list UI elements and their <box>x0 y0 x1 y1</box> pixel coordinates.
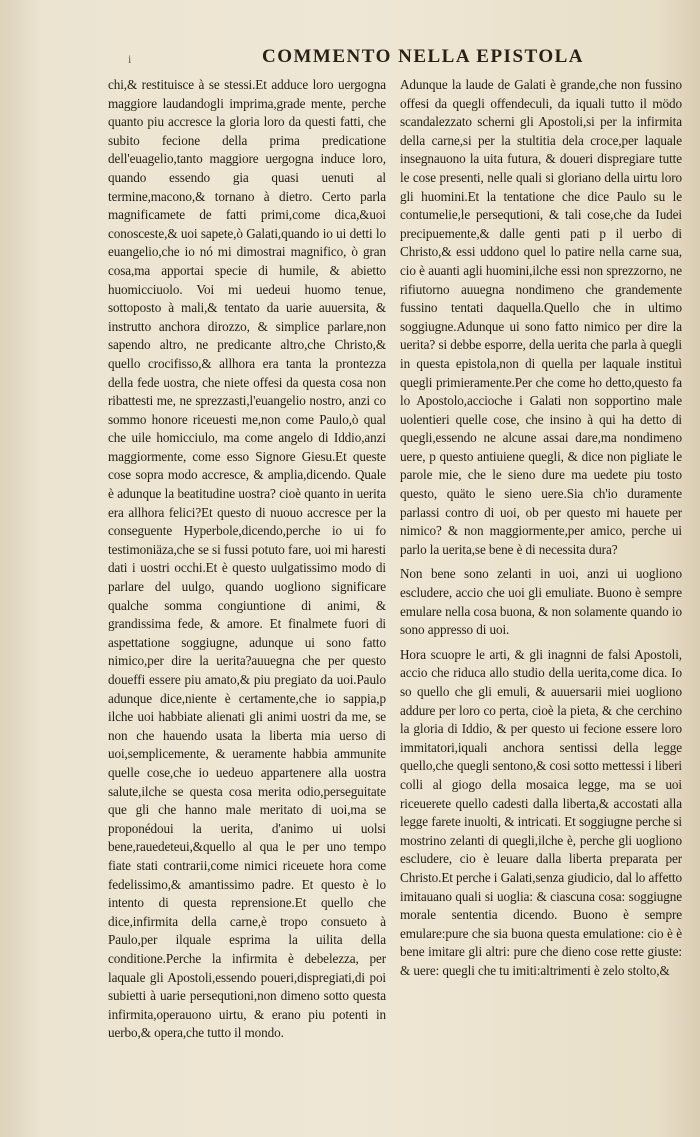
left-column <box>108 76 386 1049</box>
right-column <box>400 76 682 987</box>
right-paragraph-3: Hora scuopre le arti, & gli inagnni de falsi Apostoli, accio che riduca allo studio della uerita,come dica. Io so quello che gli emuli, & auuersarii miei uogliono addure per loro co perta, cioè la pieta, & che cerchino la gloria di Iddio, & per questo ui fecione essere loro immitatori,iquali anchora sentissi della legge quello,che quegli sentono,& cosi sotto mettessi i liberi colli al giogo della mosaica legge, ma se uoi riceuerete quello cadesti dalla liberta,& accostati alla legge farete inuolti, & intricati. Et soggiugne perche si mostrino zelanti di quegli,ilche è, perche gli uogliono escludere, cio è leuare dalla liberta preparata per Christo.Et perche i Galati,senza giudicio, dal lo affetto imitauano quali si uoglia: & ciascuna cosa: soggiugne morale sententia dicendo. Buono è sempre emulare:pure che sia buona questa emulatione: cio è è bene imitare gli altri: pure che dieno cose rette giuste: & uere: quegli che tu imiti:altrimenti è zelo stolto,& <box>400 646 682 978</box>
running-head: COMMENTO NELLA EPISTOLA <box>262 46 585 67</box>
left-paragraph-1: chi,& restituisce à se stessi.Et adduce loro uergogna maggiore laudandogli imprima,grade mente, perche quanto piu accresce la gloria loro da questi fatti, che subito fecione della prima predicatione dell'euagelio,tanto maggiore uergogna induce loro, quando essendo gia quasi uenuti al termine,macono,& tornano à dietro. Certo parla magnificamete de fatti primi,come dica,&uoi conosceste,& uoi sapete,ò Galati,quando io ui detti lo euangelio,che io nó mi dimostrai magnifico, ò gran cosa,ma apportai specie di humile, & abietto huomicciuolo. Voi mi uedeui huomo tenue, sottoposto à mali,& tentato da uarie auuersita, & instrutto anchora dirozzo, & simplice parlare,non sapendo altro, ne predicante altro,che Christo,& quello crocifisso,& allhora era tanta la prontezza della fede uostra, che niete offesi da questa cosa non ribattesti me, ne sprezzasti,l'euangelio nostro, anzi co sommo honore riceuesti me,non come Paulo,ò qual che uile homicciulo, ma come angelo di Iddio,anzi maggiormente, come esso Signore Giesu.Et queste cose sopra modo accresce, & amplia,dicendo. Quale è adunque la beatitudine uostra? cioè quanto in uerita era allhora felici?Et questo di nuouo accresce per la conseguente Hyperbole,dicendo,perche io ui fo testimoniäza,che se si fussi potuto fare, uoi mi haresti dati i uostri occhi.Et è questo uulgatissimo modo di parlare del uulgo, quando uogliono significare qualche somma congiuntione di animi, & grandissima fede, & amore. Et finalmete fuori di aspettatione soggiugne, adunque ui sono fatto nimico,per dire la uerita?auuegna che per questo doueffi essere piu amato,& piu pregiato da uoi.Paulo adunque dice,niente è certamente,che io sappia,p ilche uoi habbiate alienati gli animi uostri da me, se non che hauendo usata la liberta mia uerso di uoi,semplicemente, & ueramente habbia ammunite quelle cose,che io uedeuo appartenere alla uostra salute,ilche se questa cosa merita odio,perseguitate que gli che hanno male meritato di uoi,ma se proponédoui la uerita, d'animo ui uolsi bene,rauedeteui,&quello al qua le per uno tempo fiate stati contrarii,come nimici riceuete hora come fedelissimo,& amantissimo padre. Et questo è lo intento di questa reprensione.Et quello che dice,infirmita della carne,è tropo consueto à Paulo,per ilquale esprima la uilita della conditione.Perche la infirmita è debelezza, per laquale gli Apostoli,essendo poueri,dispregiati,di poi subietti à uarie persequtioni,non dimeno sotto questa infirmita,operauono uirtu, & erano piu potenti in uerbo,& opera,che tutto il mondo. <box>108 77 386 1041</box>
right-paragraph-1: Adunque la laude de Galati è grande,che non fussino offesi da quegli offendeculi, da iquali tutto il mödo scandalezzato scherni gli Apostoli,si per la infirmita della carne,si per la stultitia dela croce,per laquale insegnauono la uita futura, & doueri dispregiare tutte le cose presenti, nelle quali si gloriano della uirtu loro gli huomini.Et la tentatione che dice Paulo su le contumelie,le persequtioni, & tali cose,che da Iudei precipuemente,& dalle genti pati p il uerbo di Christo,& essi uddono quel lo patire nella carne sua, cio è auanti agli huomini,ilche essi non sprezzorno, ne rifiutorno auuegna nondimeno che grandemente fussino tentati daquella.Quello che in ultimo soggiugne.Adunque ui sono fatto nimico per dire la uerita? si debbe esporre, della uerita che parla à quegli in questa epistola,non di quella per laquale instituì quegli primieramente.Per che come ho detto,questo fa lo Apostolo,accioche i Galati non sopportino male uolentieri quelle cose, che insino à qui ha detto di quegli,essendo ne alcune assai dare,ma nondimeno uere, p questo antiuiene quegli, & dice non pigliate le parole mie, che le sieno dure ma uedete piu tosto questo, quäto le sieno uere.Sia ch'io duramente parlassi contro di uoi, ob per questo mi hauete per nimico? & non maggiormente,per amico, perche ui parlo la uerita,se bene è di necessita dura? <box>400 77 682 557</box>
right-paragraph-2: Non bene sono zelanti in uoi, anzi ui uogliono escludere, accio che uoi gli emuliate. Buono è sempre emulare nella cosa buona, & non solamente quando io sono appresso di uoi. <box>400 566 682 638</box>
page-header <box>0 46 700 74</box>
page-mark: i <box>128 52 132 66</box>
